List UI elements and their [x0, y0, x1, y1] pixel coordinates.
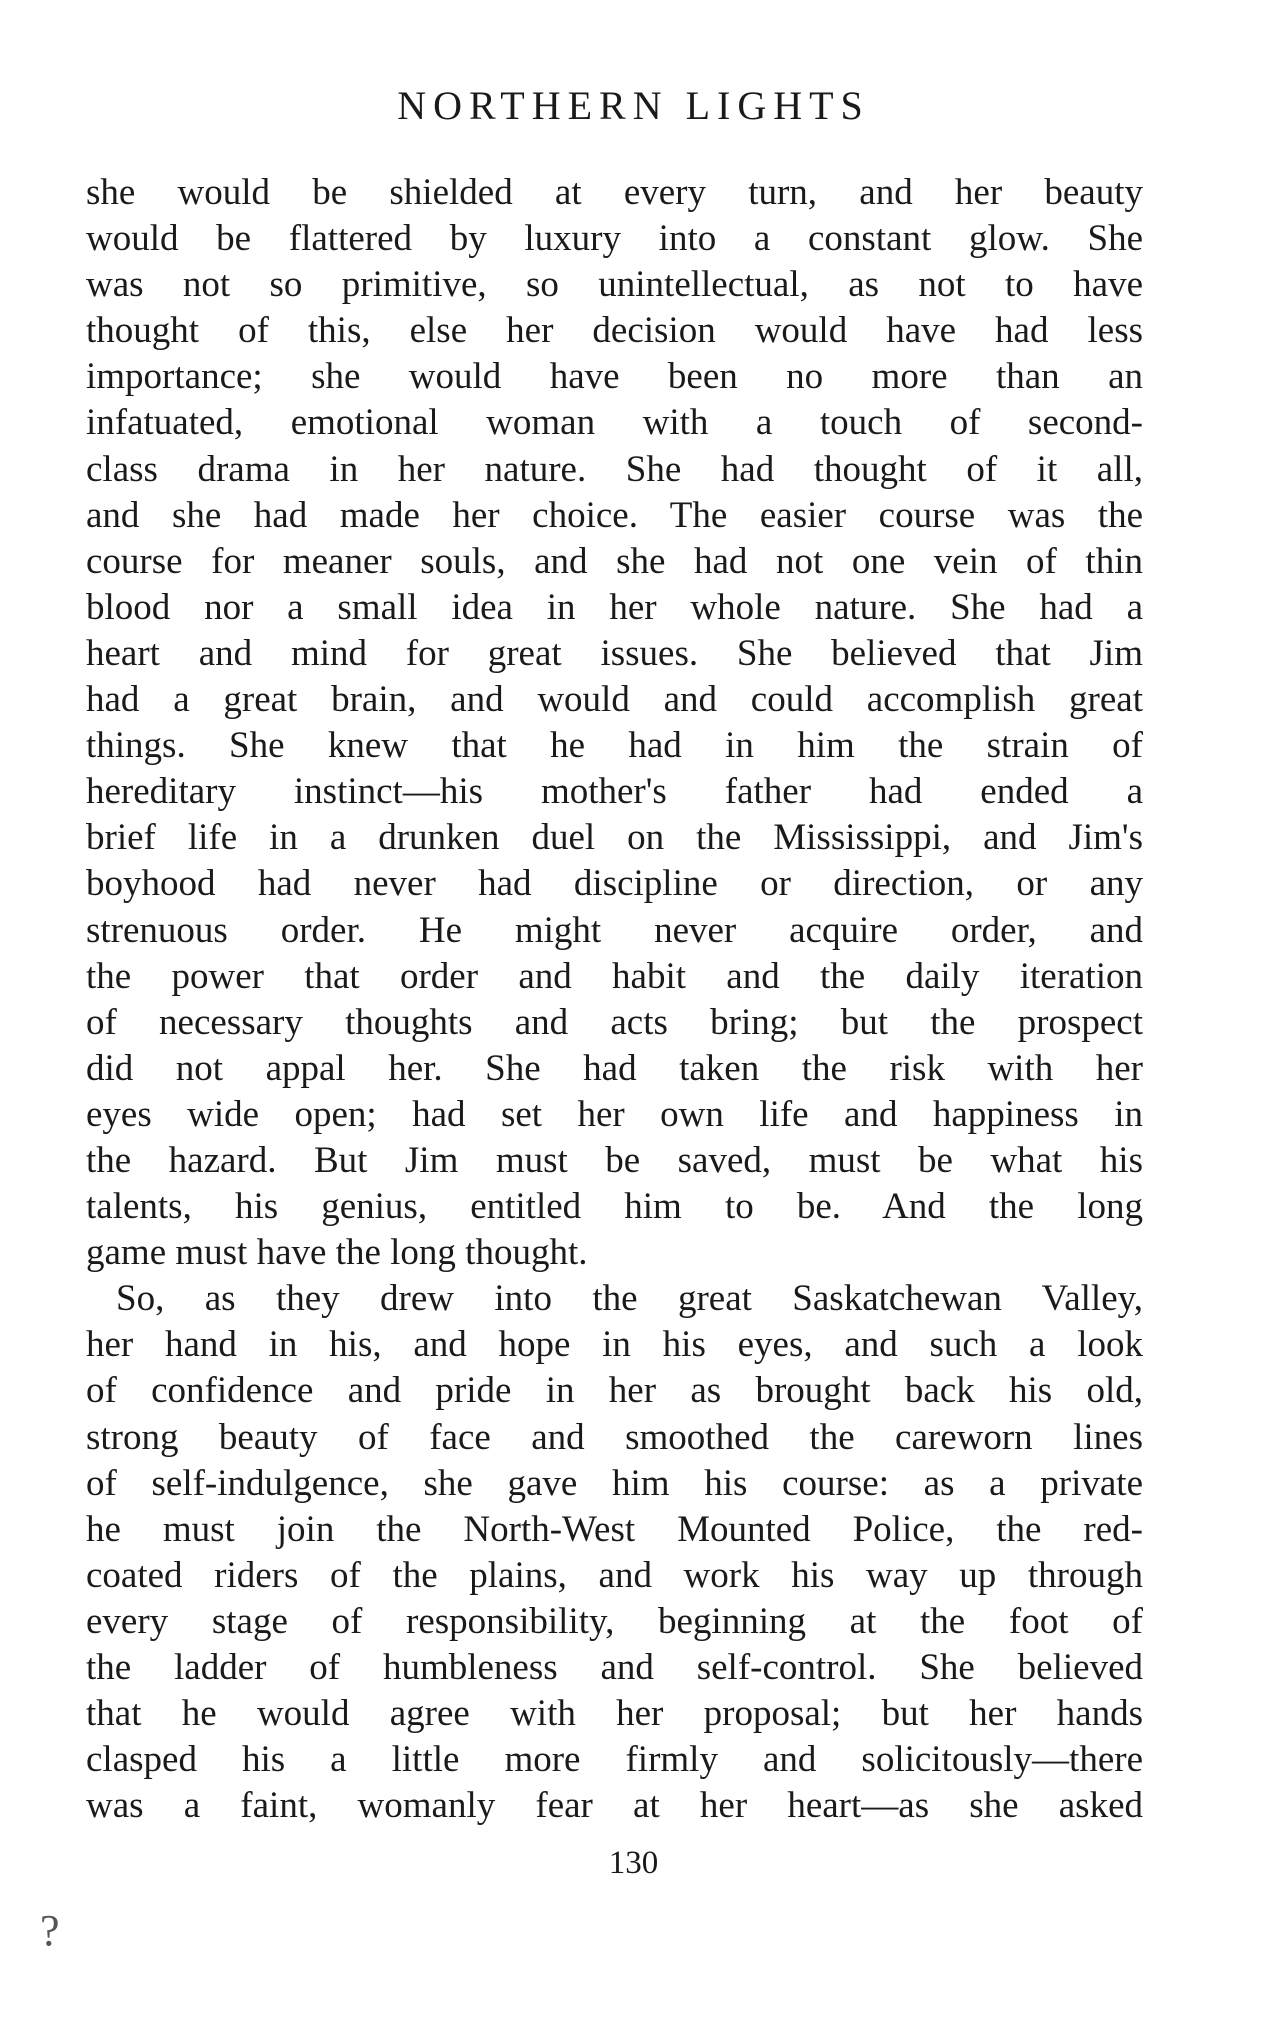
text-line: clasped his a little more firmly and solicitously—there [86, 1739, 1143, 1781]
text-line: infatuated, emotional woman with a touch of second- [86, 402, 1143, 444]
page-number: 130 [608, 1845, 659, 1881]
text-line: the hazard. But Jim must be saved, must be what his [86, 1139, 1143, 1181]
text-line: and she had made her choice. The easier course was the [86, 494, 1143, 536]
text-line: did not appal her. She had taken the risk with her [86, 1047, 1143, 1089]
text-line: of self-indulgence, she gave him his course: as a private [86, 1462, 1143, 1504]
text-line: every stage of responsibility, beginning at the foot of [86, 1600, 1143, 1642]
text-line: class drama in her nature. She had thought of it all, [86, 448, 1143, 490]
text-line: of necessary thoughts and acts bring; but the prospect [86, 1001, 1143, 1043]
text-line: strenuous order. He might never acquire order, and [86, 909, 1143, 951]
running-head: NORTHERN LIGHTS [397, 83, 870, 128]
text-line: eyes wide open; had set her own life and happiness in [86, 1093, 1143, 1135]
text-line: course for meaner souls, and she had not one vein of thin [86, 540, 1143, 582]
text-line: was a faint, womanly fear at her heart—as she asked [86, 1785, 1143, 1827]
text-line: things. She knew that he had in him the strain of [86, 725, 1143, 767]
text-line: that he would agree with her proposal; but her hands [86, 1693, 1143, 1735]
text-line: she would be shielded at every turn, and her beauty [86, 172, 1143, 213]
text-line: thought of this, else her decision would have had less [86, 310, 1143, 352]
margin-pencil-mark: ? [40, 1906, 60, 1955]
text-line: the ladder of humbleness and self-control. She believed [86, 1647, 1143, 1688]
text-line: hereditary instinct—his mother's father had ended a [86, 771, 1143, 813]
body-text [86, 170, 1143, 1829]
text-line: he must join the North-West Mounted Police, the red- [86, 1508, 1143, 1550]
text-line: the power that order and habit and the daily iteration [86, 955, 1143, 997]
text-line: was not so primitive, so unintellectual, as not to have [86, 264, 1143, 306]
text-line: strong beauty of face and smoothed the careworn lines [86, 1416, 1143, 1458]
text-line: of confidence and pride in her as brought back his old, [86, 1370, 1143, 1412]
text-line: blood nor a small idea in her whole nature. She had a [86, 586, 1143, 628]
text-line: would be flattered by luxury into a constant glow. She [86, 218, 1143, 260]
paragraph-start-line: So, as they drew into the great Saskatchewan Valley, [116, 1278, 1143, 1320]
paragraph-end-line: game must have the long thought. [86, 1232, 588, 1274]
text-line: boyhood had never had discipline or direction, or any [86, 863, 1143, 905]
text-line: had a great brain, and would and could accomplish great [86, 679, 1143, 721]
text-line: her hand in his, and hope in his eyes, and such a look [86, 1324, 1143, 1366]
text-line: brief life in a drunken duel on the Mississippi, and Jim's [86, 817, 1143, 859]
text-line: heart and mind for great issues. She believed that Jim [86, 632, 1143, 674]
text-line: talents, his genius, entitled him to be. And the long [86, 1186, 1143, 1228]
text-line: importance; she would have been no more than an [86, 356, 1143, 398]
text-line: coated riders of the plains, and work his way up through [86, 1554, 1143, 1596]
